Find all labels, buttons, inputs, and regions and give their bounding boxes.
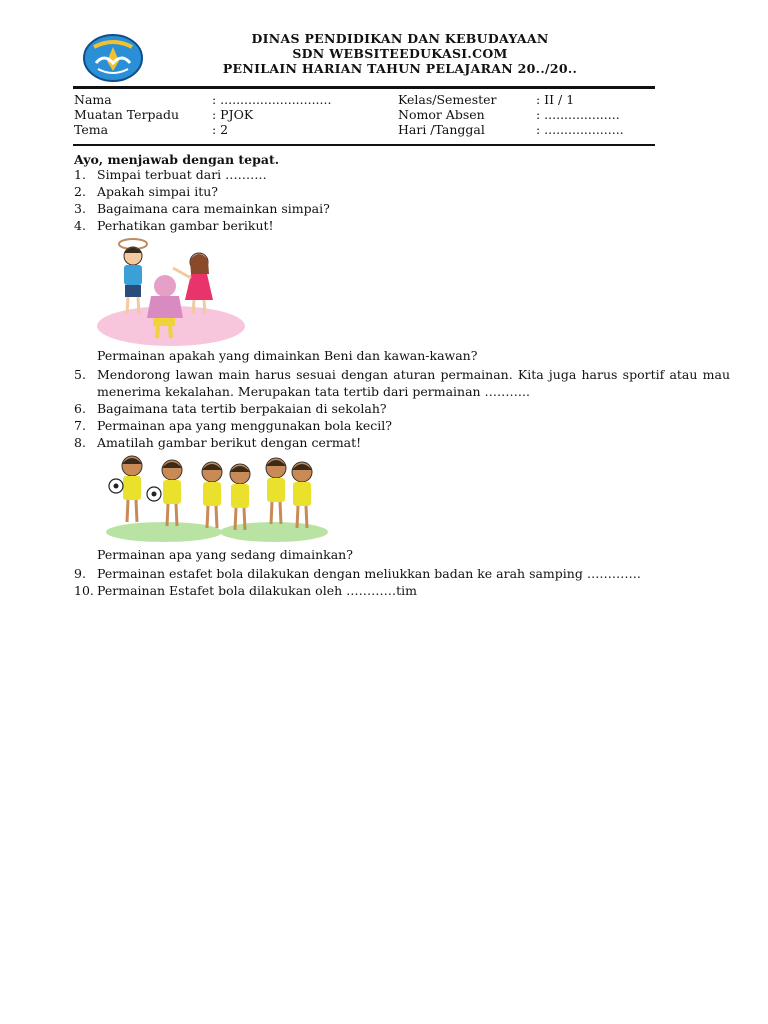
question-number: 2. — [74, 184, 86, 199]
question-text: Simpai terbuat dari ………. — [97, 167, 267, 182]
question-number: 10. — [74, 583, 94, 598]
instructions: Ayo, menjawab dengan tepat. — [74, 152, 280, 167]
kelas-label: Kelas/Semester — [398, 92, 497, 107]
question-text: Permainan estafet bola dilakukan dengan meliukkan badan ke arah samping …………. — [97, 566, 641, 581]
question-text: Apakah simpai itu? — [97, 184, 218, 199]
muatan-label: Muatan Terpadu — [74, 107, 180, 122]
header-agency: DINAS PENDIDIKAN DAN KEBUDAYAAN — [251, 31, 549, 46]
question-number: 1. — [74, 167, 86, 182]
question-number: 8. — [74, 435, 86, 450]
school-header — [150, 31, 650, 76]
tema-label: Tema — [74, 122, 109, 137]
question-number: 9. — [74, 566, 86, 581]
info-divider — [73, 144, 655, 146]
nama-value: : ............................ — [212, 92, 332, 107]
logo-emblem-icon — [82, 33, 144, 83]
header-exam-title: PENILAIN HARIAN TAHUN PELAJARAN 20../20.. — [222, 61, 578, 76]
question-8-follow-up: Permainan apa yang sedang dimainkan? — [97, 547, 353, 562]
kelas-value: : II / 1 — [536, 92, 575, 107]
ball-relay-illustration — [104, 452, 330, 544]
question-number: 4. — [74, 218, 86, 233]
question-text: Bagaimana cara memainkan simpai? — [97, 201, 330, 216]
question-4-follow-up: Permainan apakah yang dimainkan Beni dan kawan-kawan? — [97, 348, 478, 363]
header-school: SDN WEBSITEEDUKASI.COM — [292, 46, 508, 61]
question-text: Bagaimana tata tertib berpakaian di sekolah? — [97, 401, 387, 416]
question-text: Permainan Estafet bola dilakukan oleh …………tim — [97, 583, 417, 598]
question-number: 6. — [74, 401, 86, 416]
absen-value: : ................... — [536, 107, 620, 122]
tema-value: : 2 — [212, 122, 229, 137]
question-number: 7. — [74, 418, 86, 433]
header-divider — [73, 86, 655, 89]
hoop-game-picture — [95, 234, 250, 346]
muatan-value: : PJOK — [212, 107, 254, 122]
ball-relay-picture — [104, 452, 330, 544]
question-text: Permainan apa yang menggunakan bola kecil? — [97, 418, 393, 433]
nama-label: Nama — [74, 92, 112, 107]
question-number: 5. — [74, 367, 86, 382]
hari-label: Hari /Tanggal — [398, 122, 485, 137]
question-text: Perhatikan gambar berikut! — [97, 218, 274, 233]
absen-label: Nomor Absen — [398, 107, 485, 122]
question-text: Mendorong lawan main harus sesuai dengan aturan permainan. Kita juga harus sportif atau mau menerima kekalahan. Merupakan tata tertib dari permainan ……….. — [97, 367, 730, 399]
hoop-game-illustration — [95, 234, 250, 346]
tut-wuri-handayani-logo — [82, 33, 144, 83]
hari-value: : .................... — [536, 122, 624, 137]
question-text: Amatilah gambar berikut dengan cermat! — [97, 435, 362, 450]
question-number: 3. — [74, 201, 86, 216]
